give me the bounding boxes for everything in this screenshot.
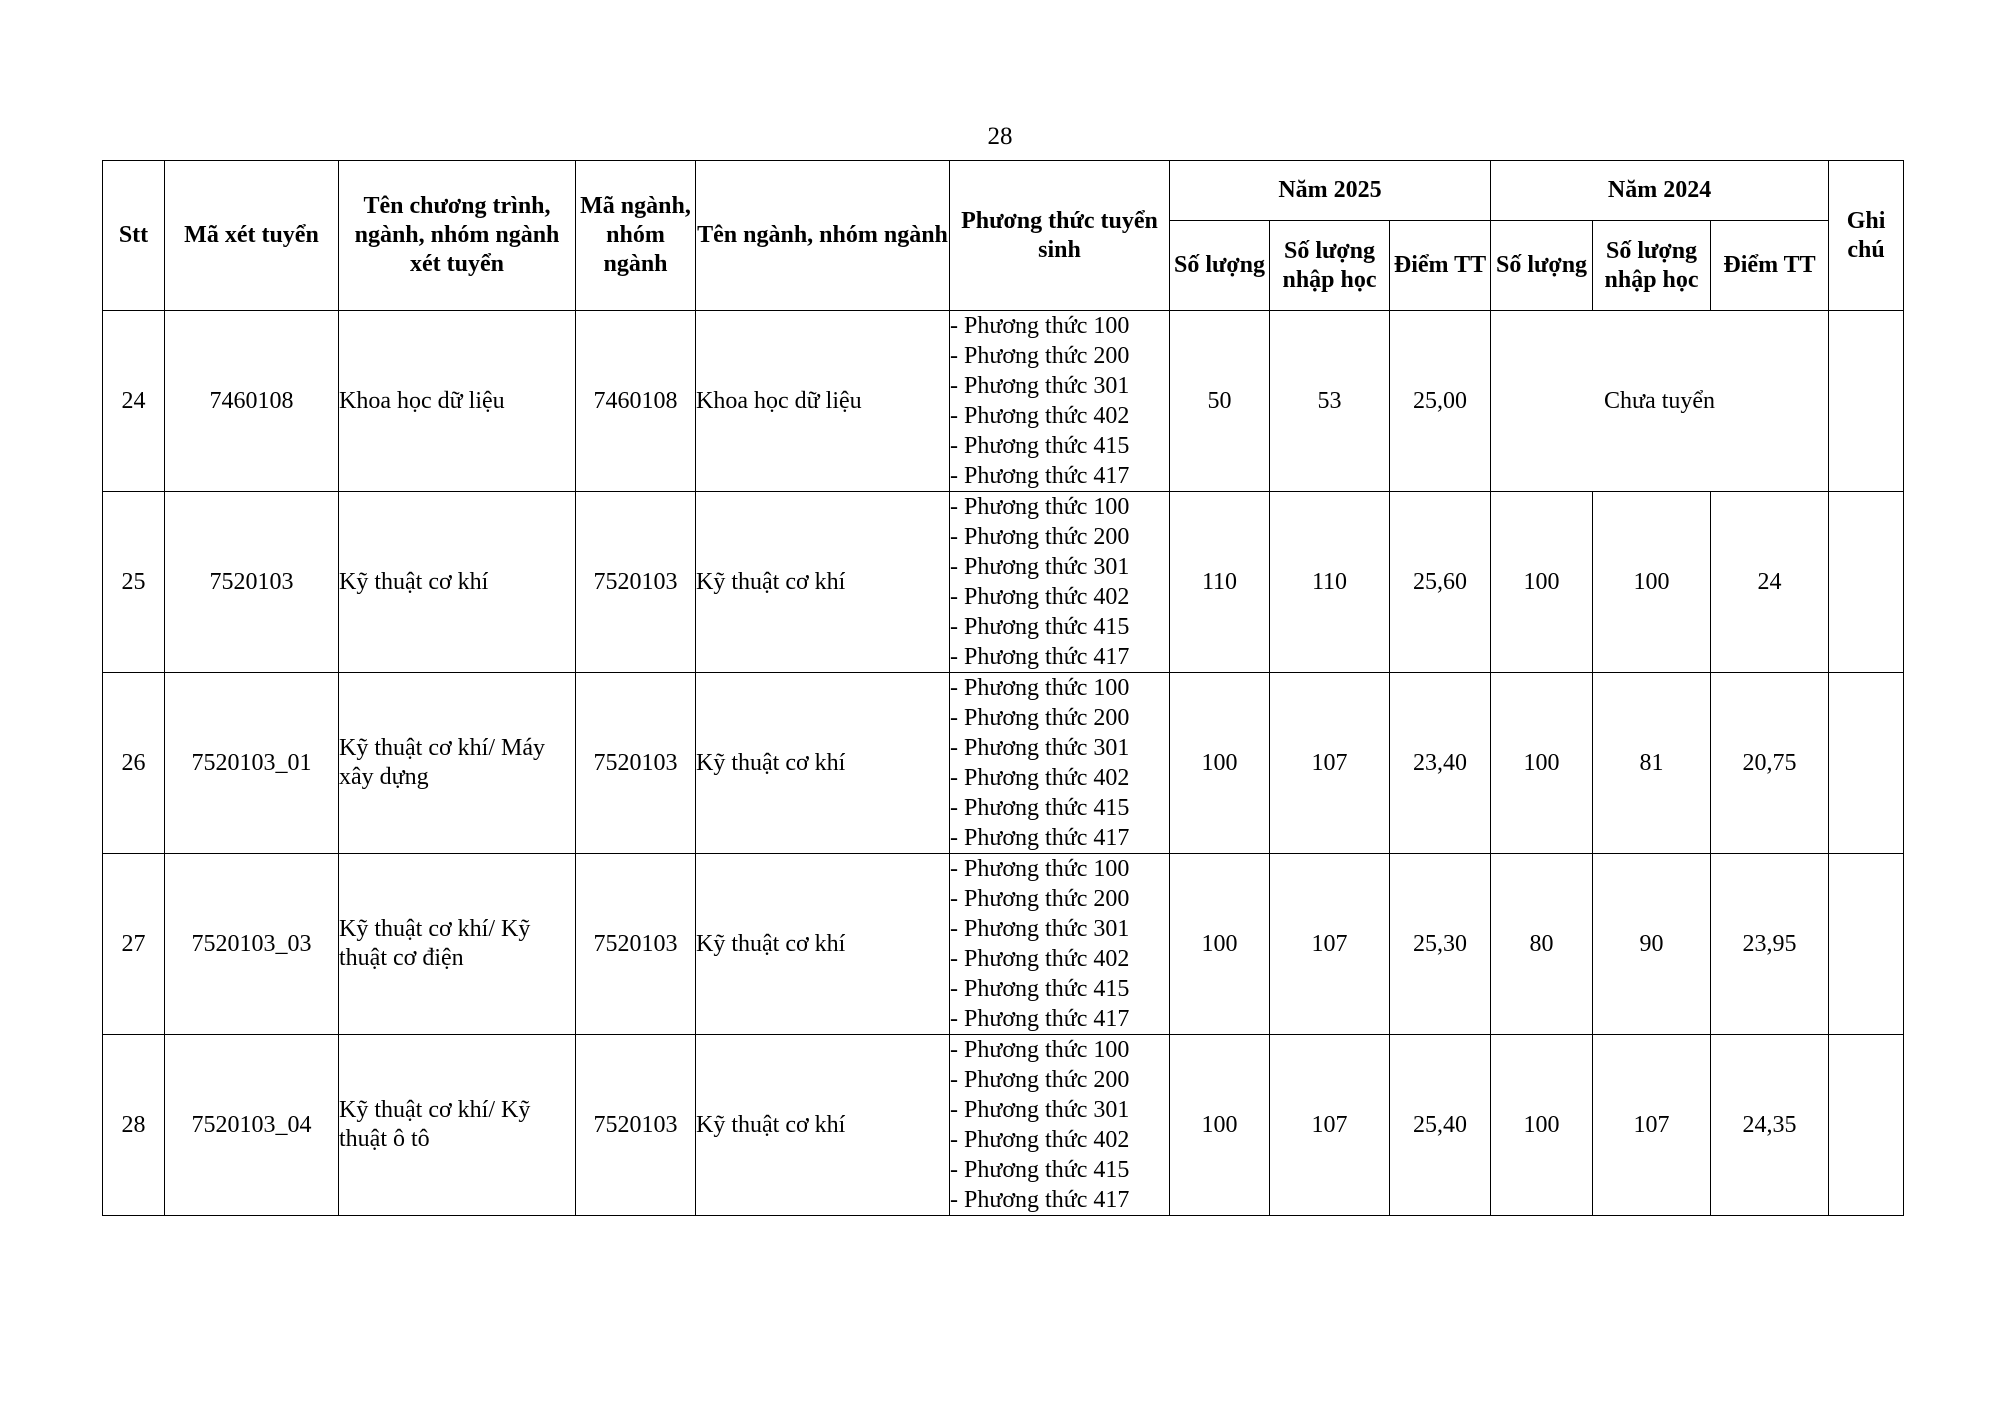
cell-so-luong-2024: 100: [1491, 1035, 1593, 1216]
header-diem-tt-2025: Điểm TT: [1390, 221, 1491, 311]
cell-diem-2025: 25,60: [1390, 492, 1491, 673]
method-item: - Phương thức 200: [950, 886, 1130, 912]
header-so-luong-2025: Số lượng: [1170, 221, 1270, 311]
cell-nhap-hoc-2025: 107: [1270, 1035, 1390, 1216]
method-item: - Phương thức 100: [950, 313, 1130, 339]
cell-so-luong-2024: 100: [1491, 673, 1593, 854]
cell-so-luong-2025: 110: [1170, 492, 1270, 673]
cell-ten-chuong-trinh: Khoa học dữ liệu: [339, 311, 576, 492]
header-row-1: [103, 161, 1904, 221]
method-item: - Phương thức 415: [950, 1157, 1130, 1183]
cell-ten-nganh: Kỹ thuật cơ khí: [696, 854, 950, 1035]
table-row: [103, 492, 1904, 673]
method-item: - Phương thức 301: [950, 1097, 1130, 1123]
header-so-luong-nhap-hoc-2025: Số lượng nhập học: [1270, 221, 1390, 311]
cell-ma-nganh: 7520103: [576, 492, 696, 673]
cell-ten-chuong-trinh: Kỹ thuật cơ khí/ Máy xây dựng: [339, 673, 576, 854]
method-item: - Phương thức 417: [950, 1006, 1130, 1032]
method-item: - Phương thức 415: [950, 795, 1130, 821]
cell-ma-nganh: 7520103: [576, 1035, 696, 1216]
cell-ma-xet-tuyen: 7520103: [165, 492, 339, 673]
cell-nhap-hoc-2024: 107: [1593, 1035, 1711, 1216]
method-item: - Phương thức 415: [950, 433, 1130, 459]
cell-so-luong-2025: 100: [1170, 854, 1270, 1035]
method-item: - Phương thức 301: [950, 554, 1130, 580]
header-nam-2025: Năm 2025: [1170, 161, 1491, 221]
cell-so-luong-2025: 100: [1170, 673, 1270, 854]
cell-phuong-thuc: [950, 854, 1170, 1035]
cell-phuong-thuc: [950, 673, 1170, 854]
cell-ten-nganh: Kỹ thuật cơ khí: [696, 492, 950, 673]
cell-nhap-hoc-2025: 110: [1270, 492, 1390, 673]
header-ten-nganh: Tên ngành, nhóm ngành: [696, 161, 950, 311]
cell-diem-2025: 23,40: [1390, 673, 1491, 854]
cell-ten-chuong-trinh: Kỹ thuật cơ khí/ Kỹ thuật cơ điện: [339, 854, 576, 1035]
cell-ma-nganh: 7460108: [576, 311, 696, 492]
method-item: - Phương thức 417: [950, 1187, 1130, 1213]
method-item: - Phương thức 200: [950, 1067, 1130, 1093]
method-item: - Phương thức 402: [950, 946, 1130, 972]
header-ma-nganh: Mã ngành, nhóm ngành: [576, 161, 696, 311]
method-item: - Phương thức 301: [950, 373, 1130, 399]
cell-ma-xet-tuyen: 7520103_03: [165, 854, 339, 1035]
cell-diem-2025: 25,00: [1390, 311, 1491, 492]
cell-ghi-chu: [1829, 673, 1904, 854]
cell-ma-nganh: 7520103: [576, 854, 696, 1035]
admissions-table: [102, 160, 1904, 1216]
method-item: - Phương thức 200: [950, 343, 1130, 369]
cell-ten-chuong-trinh: Kỹ thuật cơ khí/ Kỹ thuật ô tô: [339, 1035, 576, 1216]
cell-nhap-hoc-2025: 107: [1270, 673, 1390, 854]
header-nam-2024: Năm 2024: [1491, 161, 1829, 221]
cell-nhap-hoc-2024: 100: [1593, 492, 1711, 673]
method-item: - Phương thức 100: [950, 856, 1130, 882]
cell-stt: 28: [103, 1035, 165, 1216]
cell-stt: 24: [103, 311, 165, 492]
cell-ten-nganh: Khoa học dữ liệu: [696, 311, 950, 492]
cell-ghi-chu: [1829, 311, 1904, 492]
cell-ma-nganh: 7520103: [576, 673, 696, 854]
cell-ten-nganh: Kỹ thuật cơ khí: [696, 673, 950, 854]
header-ten-chuong-trinh: Tên chương trình, ngành, nhóm ngành xét tuyển: [339, 161, 576, 311]
cell-so-luong-2024: 80: [1491, 854, 1593, 1035]
cell-diem-2024: 20,75: [1711, 673, 1829, 854]
cell-ma-xet-tuyen: 7460108: [165, 311, 339, 492]
cell-diem-2025: 25,40: [1390, 1035, 1491, 1216]
cell-so-luong-2024: 100: [1491, 492, 1593, 673]
method-item: - Phương thức 200: [950, 524, 1130, 550]
method-item: - Phương thức 417: [950, 644, 1130, 670]
page-number: 28: [987, 123, 1013, 150]
cell-diem-2024: 23,95: [1711, 854, 1829, 1035]
cell-nhap-hoc-2025: 107: [1270, 854, 1390, 1035]
method-item: - Phương thức 415: [950, 976, 1130, 1002]
cell-nhap-hoc-2024: 90: [1593, 854, 1711, 1035]
method-item: - Phương thức 100: [950, 675, 1130, 701]
header-so-luong-2024: Số lượng: [1491, 221, 1593, 311]
cell-stt: 27: [103, 854, 165, 1035]
cell-stt: 26: [103, 673, 165, 854]
cell-phuong-thuc: [950, 311, 1170, 492]
cell-ma-xet-tuyen: 7520103_04: [165, 1035, 339, 1216]
method-item: - Phương thức 402: [950, 403, 1130, 429]
cell-ghi-chu: [1829, 854, 1904, 1035]
header-stt: Stt: [103, 161, 165, 311]
cell-nhap-hoc-2024: 81: [1593, 673, 1711, 854]
cell-ghi-chu: [1829, 492, 1904, 673]
table-row: [103, 673, 1904, 854]
cell-ten-nganh: Kỹ thuật cơ khí: [696, 1035, 950, 1216]
header-phuong-thuc: Phương thức tuyển sinh: [950, 161, 1170, 311]
header-ghi-chu: Ghi chú: [1829, 161, 1904, 311]
cell-phuong-thuc: [950, 492, 1170, 673]
cell-diem-2024: 24,35: [1711, 1035, 1829, 1216]
cell-stt: 25: [103, 492, 165, 673]
header-so-luong-nhap-hoc-2024: Số lượng nhập học: [1593, 221, 1711, 311]
table-row: [103, 1035, 1904, 1216]
table-row: [103, 311, 1904, 492]
cell-ghi-chu: [1829, 1035, 1904, 1216]
header-ma-xet-tuyen: Mã xét tuyển: [165, 161, 339, 311]
method-item: - Phương thức 417: [950, 825, 1130, 851]
method-item: - Phương thức 402: [950, 1127, 1130, 1153]
method-item: - Phương thức 417: [950, 463, 1130, 489]
cell-diem-2025: 25,30: [1390, 854, 1491, 1035]
cell-diem-2024: 24: [1711, 492, 1829, 673]
method-item: - Phương thức 301: [950, 916, 1130, 942]
method-item: - Phương thức 402: [950, 765, 1130, 791]
cell-status-2024: Chưa tuyển: [1491, 311, 1829, 492]
cell-nhap-hoc-2025: 53: [1270, 311, 1390, 492]
method-item: - Phương thức 200: [950, 705, 1130, 731]
cell-so-luong-2025: 100: [1170, 1035, 1270, 1216]
table-row: [103, 854, 1904, 1035]
header-diem-tt-2024: Điểm TT: [1711, 221, 1829, 311]
method-item: - Phương thức 402: [950, 584, 1130, 610]
cell-so-luong-2025: 50: [1170, 311, 1270, 492]
cell-ma-xet-tuyen: 7520103_01: [165, 673, 339, 854]
cell-ten-chuong-trinh: Kỹ thuật cơ khí: [339, 492, 576, 673]
method-item: - Phương thức 415: [950, 614, 1130, 640]
cell-phuong-thuc: [950, 1035, 1170, 1216]
method-item: - Phương thức 100: [950, 494, 1130, 520]
method-item: - Phương thức 301: [950, 735, 1130, 761]
method-item: - Phương thức 100: [950, 1037, 1130, 1063]
